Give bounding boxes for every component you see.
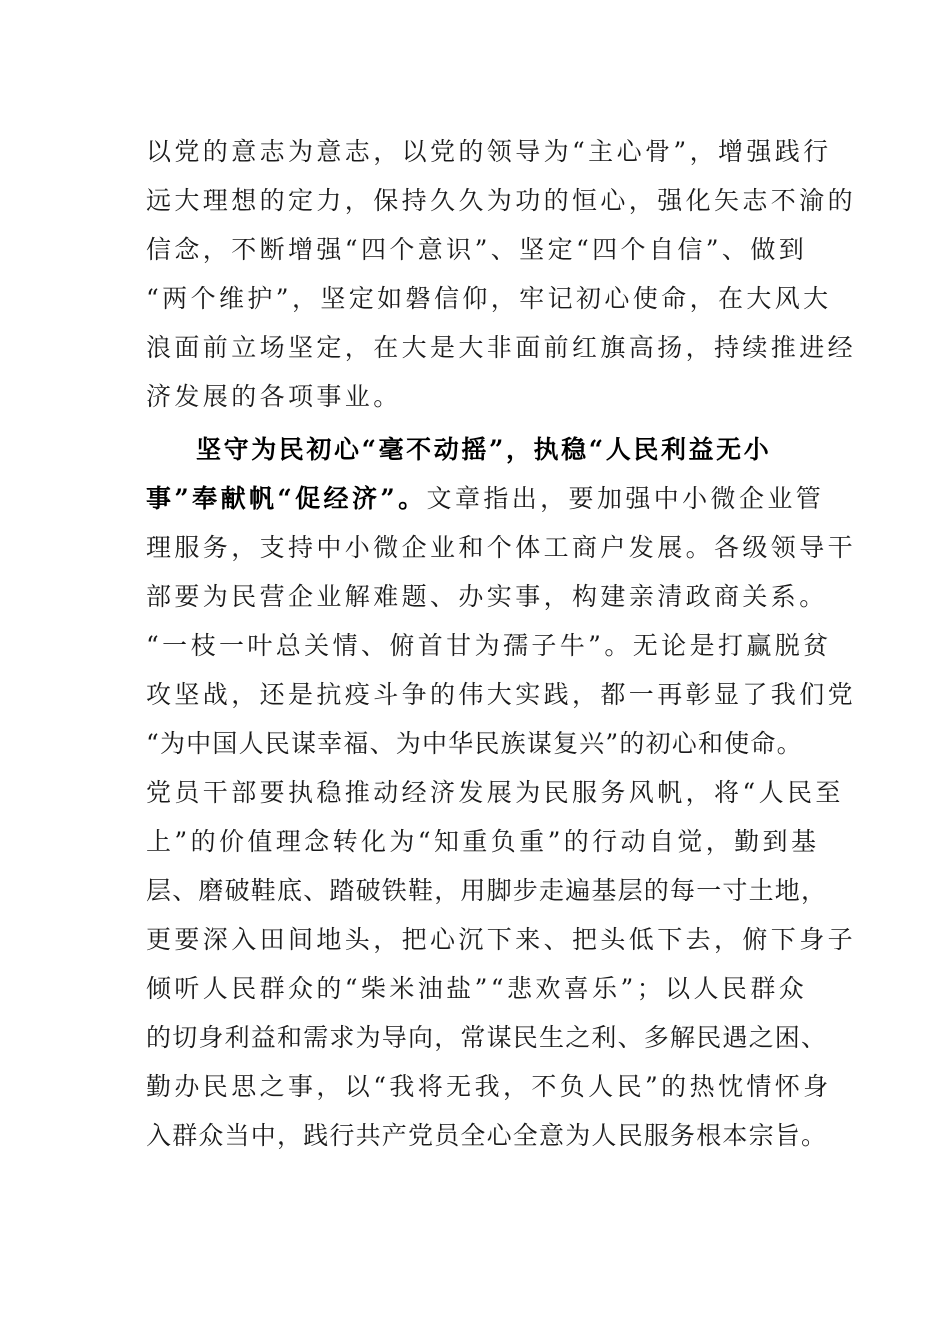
body-text-line: 上”的价值理念转化为“知重负重”的行动自觉，勤到基 — [146, 827, 820, 856]
body-text-line: “两个维护”，坚定如磐信仰，牢记初心使命，在大风大 — [146, 284, 832, 313]
section-heading: 坚守为民初心“毫不动摇”，执稳“人民利益无小 — [196, 435, 772, 464]
body-text-span: 文章指出，要加强中小微企业管 — [426, 484, 825, 513]
body-text-line: “一枝一叶总关情、俯首甘为孺子牛”。无论是打赢脱贫 — [146, 631, 832, 660]
body-text-line: 远大理想的定力，保持久久为功的恒心，强化矢志不渝的 — [146, 186, 857, 215]
body-text-line: 入群众当中，践行共产党员全心全意为人民服务根本宗旨。 — [146, 1121, 828, 1150]
body-text-line: 更要深入田间地头，把心沉下来、把头低下去，俯下身子 — [146, 925, 857, 954]
body-text-line: 部要为民营企业解难题、办实事，构建亲清政商关系。 — [146, 582, 828, 611]
body-text-line: 以党的意志为意志，以党的领导为“主心骨”，增强践行 — [146, 137, 832, 166]
body-text-line: 攻坚战，还是抗疫斗争的伟大实践，都一再彰显了我们党 — [146, 680, 857, 709]
body-text-line: 党员干部要执稳推动经济发展为民服务风帆，将“人民至 — [146, 778, 844, 807]
body-text-line: 勤办民思之事，以“我将无我，不负人民”的热忱情怀身 — [146, 1072, 832, 1101]
body-text-line: 的切身利益和需求为导向，常谋民生之利、多解民遇之困、 — [146, 1023, 828, 1052]
body-text-line: 层、磨破鞋底、踏破铁鞋，用脚步走遍基层的每一寸土地， — [146, 876, 828, 905]
body-text-line: 济发展的各项事业。 — [146, 382, 402, 411]
body-text-line — [146, 474, 825, 524]
body-text-line: 浪面前立场坚定，在大是大非面前红旗高扬，持续推进经 — [146, 333, 857, 362]
body-text-line: “为中国人民谋幸福、为中华民族谋复兴”的初心和使命。 — [146, 729, 803, 758]
body-text-line: 理服务，支持中小微企业和个体工商户发展。各级领导干 — [146, 533, 857, 562]
section-heading-continued: 事”奉献帆“促经济”。 — [146, 484, 427, 513]
body-text-line: 倾听人民群众的“柴米油盐”“悲欢喜乐”；以人民群众 — [146, 974, 808, 1003]
body-text-line: 信念，不断增强“四个意识”、坚定“四个自信”、做到 — [146, 235, 808, 264]
